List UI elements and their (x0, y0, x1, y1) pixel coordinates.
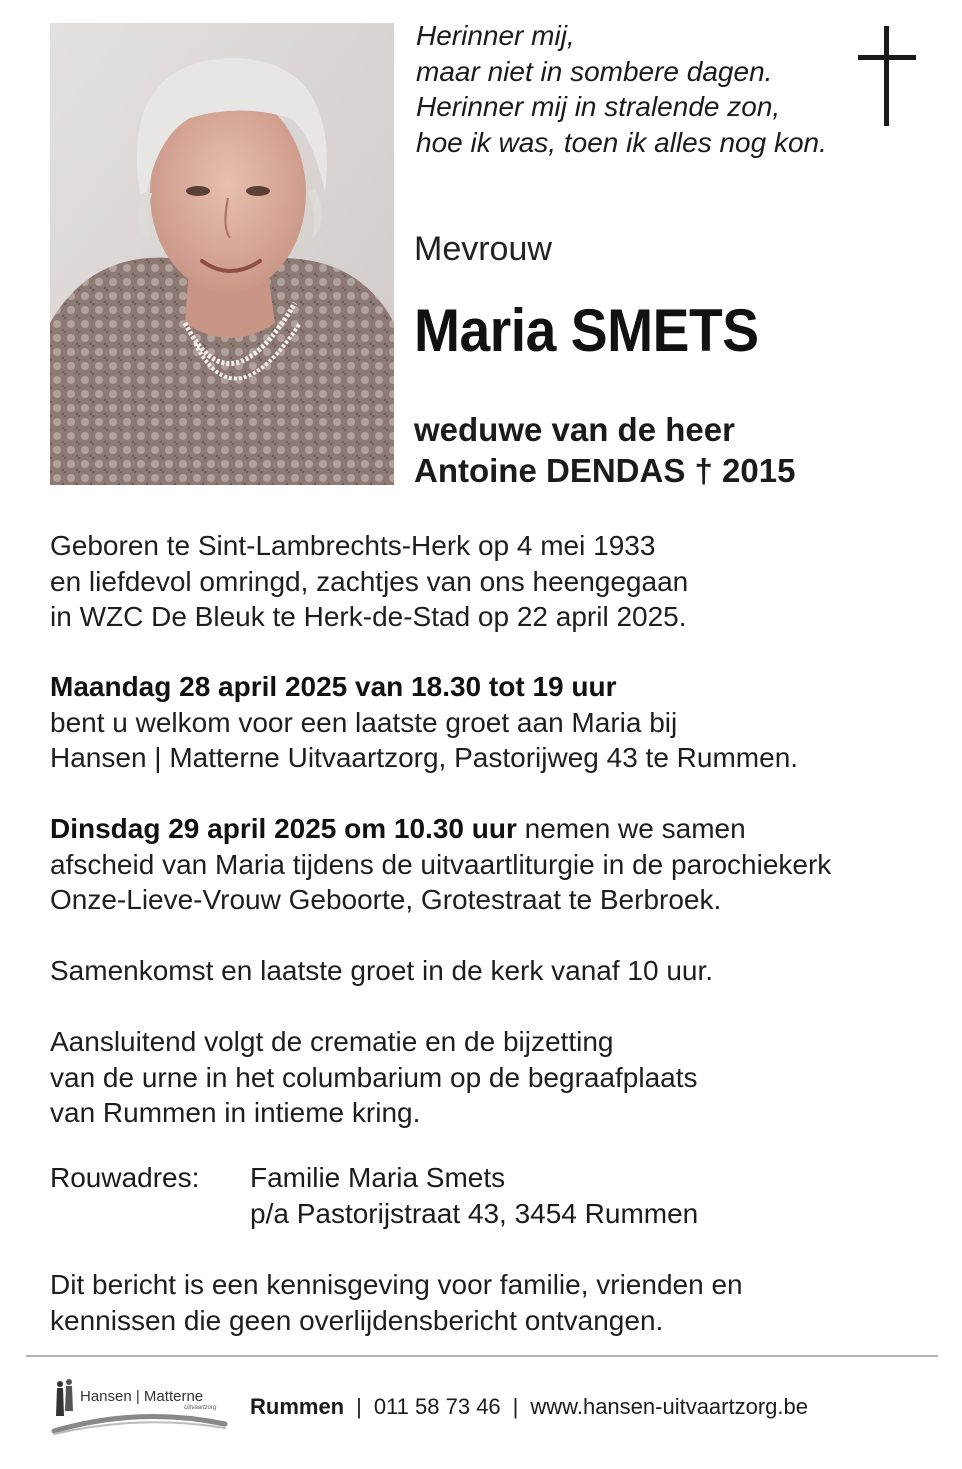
footer-separator: | (512, 1394, 519, 1419)
divider (26, 1355, 938, 1357)
footer-contact (250, 1394, 808, 1420)
address-lines (250, 1160, 698, 1231)
poem-line: maar niet in sombere dagen. (416, 55, 773, 87)
funeral-first-line (50, 811, 831, 847)
widow-line: weduwe van de heer (414, 411, 735, 448)
funeral-heading-rest: nemen we samen (516, 813, 746, 844)
poem-line: hoe ik was, toen ik alles nog kon. (416, 126, 827, 158)
poem-line: Herinner mij, (416, 20, 575, 51)
text-line: bent u welkom voor een laatste groet aan Maria bij (50, 706, 678, 738)
text-line: Aansluitend volgt de crematie en de bijzetting (50, 1026, 614, 1057)
text-line: en liefdevol omringd, zachtjes van ons heengegaan (50, 565, 689, 597)
widow-of (414, 409, 795, 491)
funeral-paragraph (50, 811, 831, 918)
footer-town: Rummen (250, 1394, 345, 1419)
footer-website: www.hansen-uitvaartzorg.be (530, 1394, 808, 1419)
footer-separator: | (356, 1394, 362, 1419)
text-line: Hansen | Matterne Uitvaartzorg, Pastorijweg 43 te Rummen. (50, 742, 799, 773)
birth-death-paragraph (50, 528, 688, 635)
text-line: Onze-Lieve-Vrouw Geboorte, Grotestraat te Berbroek. (50, 884, 722, 915)
text-line: van Rummen in intieme kring. (50, 1097, 421, 1128)
text-line: in WZC De Bleuk te Herk-de-Stad op 22 april 2025. (50, 601, 687, 632)
poem-line: Herinner mij in stralende zon, (416, 91, 781, 122)
visitation-paragraph (50, 669, 798, 776)
text-line: kennissen die geen overlijdensbericht ontvangen. (50, 1304, 664, 1336)
text-line: van de urne in het columbarium op de begraafplaats (50, 1061, 698, 1093)
widow-line: Antoine DENDAS † 2015 (414, 452, 796, 489)
visitation-heading: Maandag 28 april 2025 van 18.30 tot 19 uur (50, 671, 617, 702)
portrait-photo (50, 23, 394, 485)
logo-name: Hansen | Matterne (80, 1388, 204, 1405)
address-line: Familie Maria Smets (250, 1162, 506, 1193)
text-line: Geboren te Sint-Lambrechts-Herk op 4 mei 1933 (50, 530, 656, 561)
cross-icon (858, 26, 916, 126)
address-line: p/a Pastorijstraat 43, 3454 Rummen (250, 1197, 699, 1229)
poem (416, 18, 827, 160)
text-line: Dit bericht is een kennisgeving voor familie, vrienden en (50, 1269, 743, 1300)
address-label: Rouwadres: (50, 1162, 200, 1193)
logo-subtitle: Uitvaartzorg (184, 1405, 217, 1411)
funeral-heading: Dinsdag 29 april 2025 om 10.30 uur (50, 813, 517, 844)
cremation-paragraph (50, 1024, 698, 1131)
deceased-name: Maria SMETS (414, 297, 759, 364)
text-line: afscheid van Maria tijdens de uitvaartliturgie in de parochiekerk (50, 848, 832, 880)
text-line: Samenkomst en laatste groet in de kerk vanaf 10 uur. (50, 955, 714, 986)
salutation: Mevrouw (414, 230, 552, 268)
gathering-paragraph (50, 953, 713, 989)
notice-paragraph (50, 1267, 743, 1338)
funeral-home-logo (50, 1376, 240, 1438)
footer-phone: 011 58 73 46 (373, 1394, 501, 1419)
